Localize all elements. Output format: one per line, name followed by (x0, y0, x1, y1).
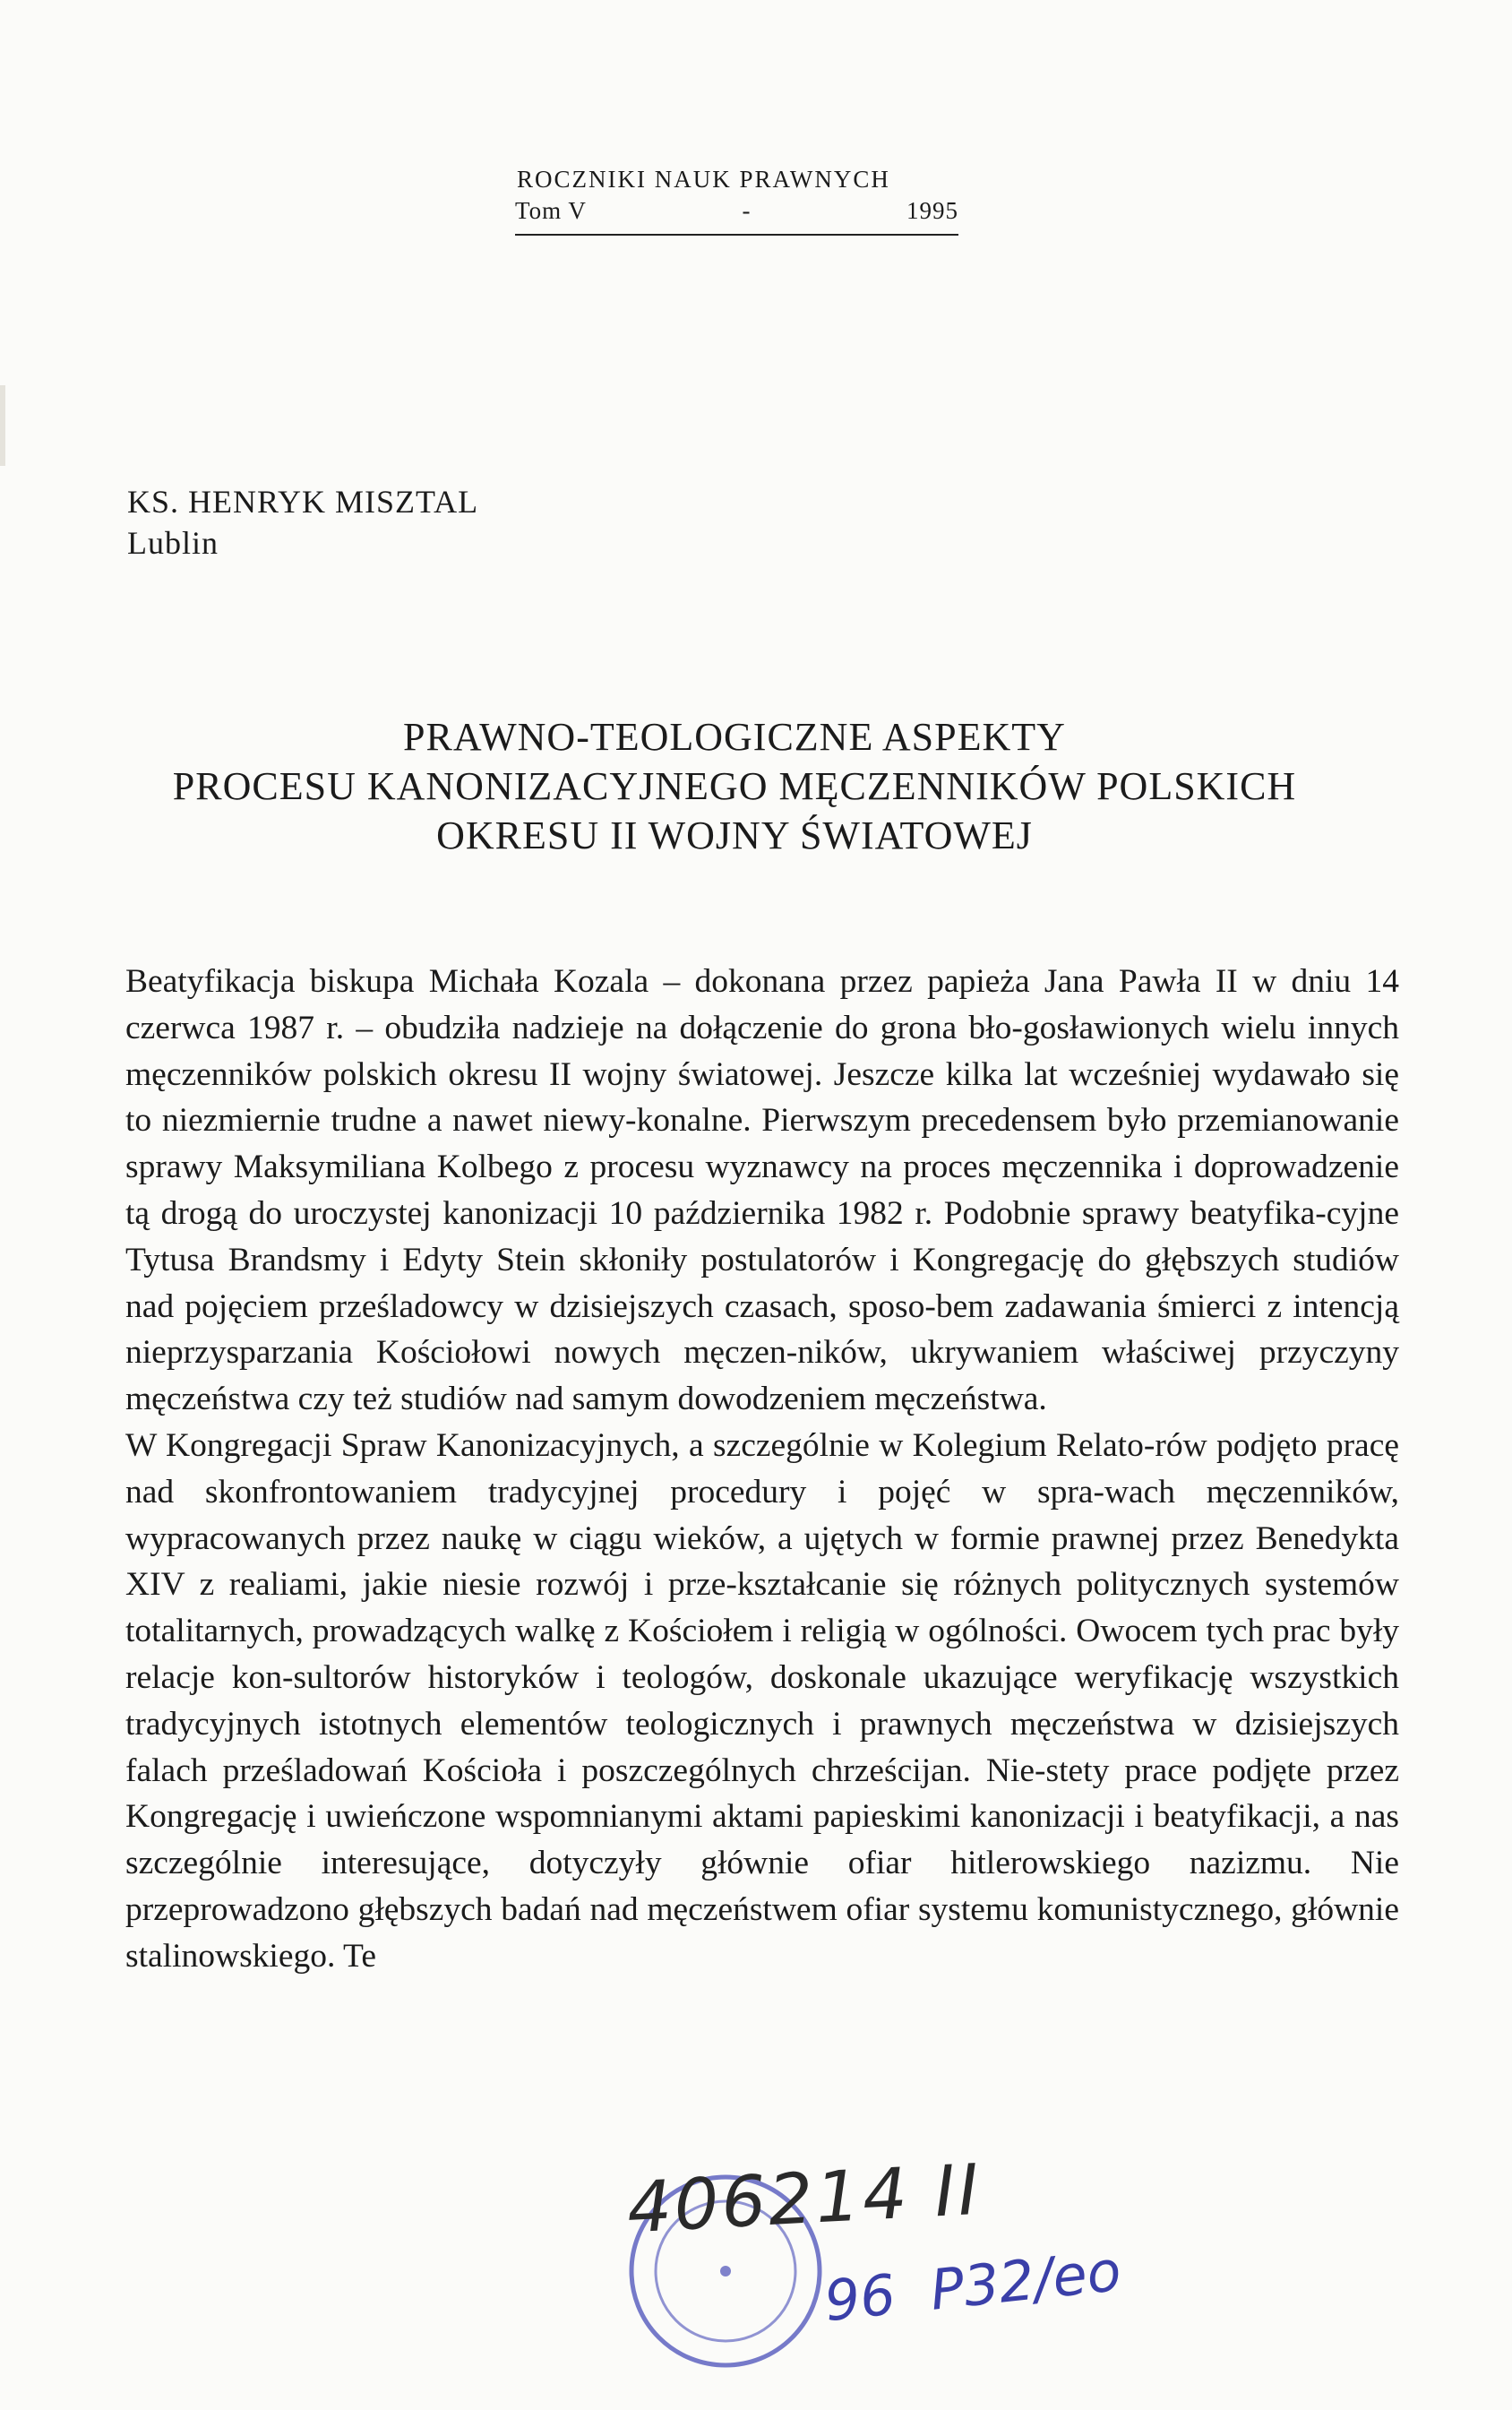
volume-number: Tom V (515, 197, 587, 224)
article-body (125, 959, 1399, 1980)
title-line-2: PROCESU KANONIZACYJNEGO MĘCZENNIKÓW POLSKICH (172, 764, 1297, 808)
volume-year: 1995 (906, 197, 958, 224)
scan-edge-shadow (0, 385, 5, 466)
journal-header (515, 166, 958, 236)
header-rule (515, 234, 958, 236)
volume-dash: - (742, 197, 752, 224)
paragraph-2: W Kongregacji Spraw Kanonizacyjnych, a szczególnie w Kolegium Relato-rów podjęto pracę nad skonfrontowaniem tradycyjnej procedury i pojęć w spra-wach męczenników, wypracowanych przez naukę w ciągu wieków, a ujętych w formie prawnej przez Benedykta XIV z realiami, jakie niesie rozwój i prze-kształcanie się różnych politycznych systemów totalitarnych, prowadzących walkę z Kościołem i religią w ogólności. Owocem tych prac były relacje kon-sultorów historyków i teologów, doskonale ukazujące weryfikację wszystkich tradycyjnych istotnych elementów teologicznych i prawnych męczeństwa w dzisiejszych falach prześladowań Kościoła i poszczególnych chrześcijan. Nie-stety prace podjęte przez Kongregację i uwieńczone wspomnianymi aktami papieskimi kanonizacji i beatyfikacji, a nas szczególnie interesujące, dotyczyły głównie ofiar hitlerowskiego nazizmu. Nie przeprowadzono głębszych badań nad męczeństwem ofiar systemu komunistycznego, głównie stalinowskiego. Te (125, 1426, 1399, 1975)
stamp-code: P32/eo (927, 2237, 1124, 2323)
author-name: KS. HENRYK MISZTAL (127, 484, 479, 520)
shelfmark-number: 406214 (624, 2153, 912, 2250)
volume-line (515, 197, 958, 225)
title-line-3: OKRESU II WOJNY ŚWIATOWEJ (436, 813, 1033, 857)
author-city: Lublin (127, 525, 219, 561)
paragraph-1: Beatyfikacja biskupa Michała Kozala – dokonana przez papieża Jana Pawła II w dniu 14 czerwca 1987 r. – obudziła nadzieje na dołączenie do grona bło-gosławionych wielu innych męczenników polskich okresu II wojny światowej. Jeszcze kilka lat wcześniej wydawało się to niezmiernie trudne a nawet niewy-konalne. Pierwszym precedensem było przemianowanie sprawy Maksymiliana Kolbego z procesu wyznawcy na proces męczennika i doprowadzenie tą drogą do uroczystej kanonizacji 10 października 1982 r. Podobnie sprawy beatyfika-cyjne Tytusa Brandsmy i Edyty Stein skłoniły postulatorów i Kongregację do głębszych studiów nad pojęciem prześladowcy w dzisiejszych czasach, sposo-bem zadawania śmierci z intencją nieprzysparzania Kościołowi nowych męczen-ników, ukrywaniem właściwej przyczyny męczeństwa czy też studiów nad samym dowodzeniem męczeństwa. (125, 963, 1399, 1418)
handwritten-shelfmark (625, 2150, 984, 2250)
shelfmark-suffix: II (932, 2149, 984, 2234)
journal-name: ROCZNIKI NAUK PRAWNYCH (517, 166, 890, 193)
stamp-number: 96 (821, 2261, 899, 2335)
article-title (90, 712, 1379, 860)
title-line-1: PRAWNO-TEOLOGICZNE ASPEKTY (403, 715, 1066, 759)
author-block (127, 481, 478, 564)
handwritten-stamp-note (821, 2238, 1124, 2334)
